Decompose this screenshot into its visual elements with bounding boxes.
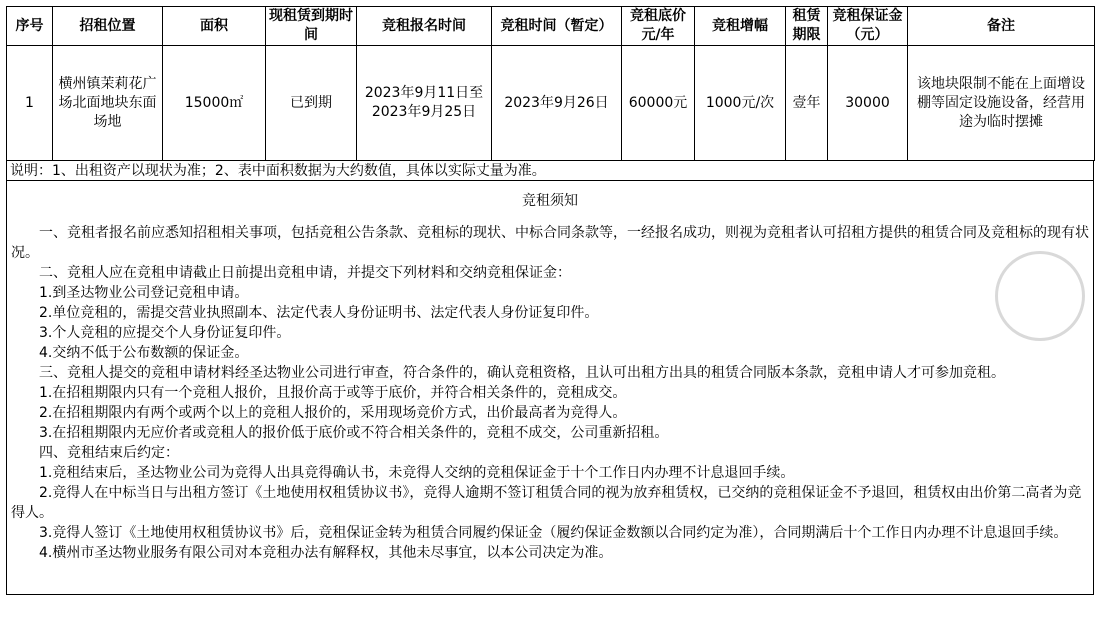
notice-paragraph: 2.竞得人在中标当日与出租方签订《土地使用权租赁协议书》，竞得人逾期不签订租赁合同的视为放弃租赁权，已交纳的竞租保证金不予退回，租赁权由出价第二高者为竞得人。 [11,485,1082,521]
cell-location: 横州镇茉莉花广场北面地块东面场地 [53,46,163,161]
cell-bidding-time: 2023年9月26日 [492,46,622,161]
notice-paragraph: 3.在招租期限内无应价者或竞租人的报价低于底价或不符合相关条件的，竞租不成交，公司重新招租。 [39,425,669,441]
cell-increment: 1000元/次 [695,46,786,161]
notice-paragraph: 3.竞得人签订《土地使用权租赁协议书》后，竞租保证金转为租赁合同履约保证金（履约保证金数额以合同约定为准），合同期满后十个工作日内办理不计息退回手续。 [39,525,1068,541]
header-cell-increment: 竞租增幅 [695,7,786,46]
header-cell-base-price: 竞租底价元/年 [622,7,695,46]
rental-table [6,6,1095,161]
notice-paragraph: 四、竞租结束后约定： [39,445,179,461]
header-cell-lease-term: 租赁期限 [786,7,828,46]
header-cell-remarks: 备注 [908,7,1095,46]
notice-paragraph: 1.竞租结束后，圣达物业公司为竞得人出具竞得确认书，未竞得人交纳的竞租保证金于十个工作日内办理不计息退回手续。 [39,465,795,481]
notice-paragraph: 4.交纳不低于公布数额的保证金。 [39,345,249,361]
header-cell-deposit: 竞租保证金（元） [828,7,908,46]
notice-paragraph: 一、竞租者报名前应悉知招租相关事项，包括竞租公告条款、竞租标的现状、中标合同条款等，一经报名成功，则视为竞租者认可招租方提供的租赁合同及竞租标的现有状况。 [11,225,1089,261]
cell-lease-term: 壹年 [786,46,828,161]
notice-paragraph: 2.在招租期限内有两个或两个以上的竞租人报价的，采用现场竞价方式，出价最高者为竞得人。 [39,405,627,421]
cell-area: 15000㎡ [163,46,266,161]
notice-paragraph: 三、竞租人提交的竞租申请材料经圣达物业公司进行审查，符合条件的，确认竞租资格，且认可出租方出具的租赁合同版本条款，竞租申请人才可参加竞租。 [39,365,1005,381]
notice-paragraph: 1.在招租期限内只有一个竞租人报价，且报价高于或等于底价，并符合相关条件的，竞租成交。 [39,385,627,401]
watermark-logo [995,251,1085,341]
notice-paragraph: 1.到圣达物业公司登记竞租申请。 [39,285,249,301]
header-cell-area: 面积 [163,7,266,46]
cell-base-price: 60000元 [622,46,695,161]
header-cell-lease-expiry: 现租赁到期时间 [266,7,357,46]
cell-remarks: 该地块限制不能在上面增设棚等固定设施设备，经营用途为临时摆摊 [908,46,1095,161]
notice-paragraph: 4.横州市圣达物业服务有限公司对本竞租办法有解释权，其他未尽事宜，以本公司决定为准。 [39,545,613,561]
table-header-row [7,7,1095,46]
notice-paragraph: 二、竞租人应在竞租申请截止日前提出竞租申请，并提交下列材料和交纳竞租保证金： [39,265,571,281]
table-note: 说明：1、出租资产以现状为准；2、表中面积数据为大约数值，具体以实际丈量为准。 [6,161,1094,181]
cell-deposit: 30000 [828,46,908,161]
rental-notice-sheet [6,6,1094,595]
bidding-notice [6,181,1094,595]
cell-lease-expiry: 已到期 [266,46,357,161]
notice-paragraph: 2.单位竞租的，需提交营业执照副本、法定代表人身份证明书、法定代表人身份证复印件。 [39,305,599,321]
notice-paragraph: 3.个人竞租的应提交个人身份证复印件。 [39,325,291,341]
header-cell-bidding-time: 竞租时间（暂定） [492,7,622,46]
cell-registration-time: 2023年9月11日至2023年9月25日 [357,46,492,161]
cell-index: 1 [7,46,53,161]
table-row [7,46,1095,161]
notice-title: 竞租须知 [522,193,578,209]
header-cell-index: 序号 [7,7,53,46]
header-cell-registration-time: 竞租报名时间 [357,7,492,46]
header-cell-location: 招租位置 [53,7,163,46]
